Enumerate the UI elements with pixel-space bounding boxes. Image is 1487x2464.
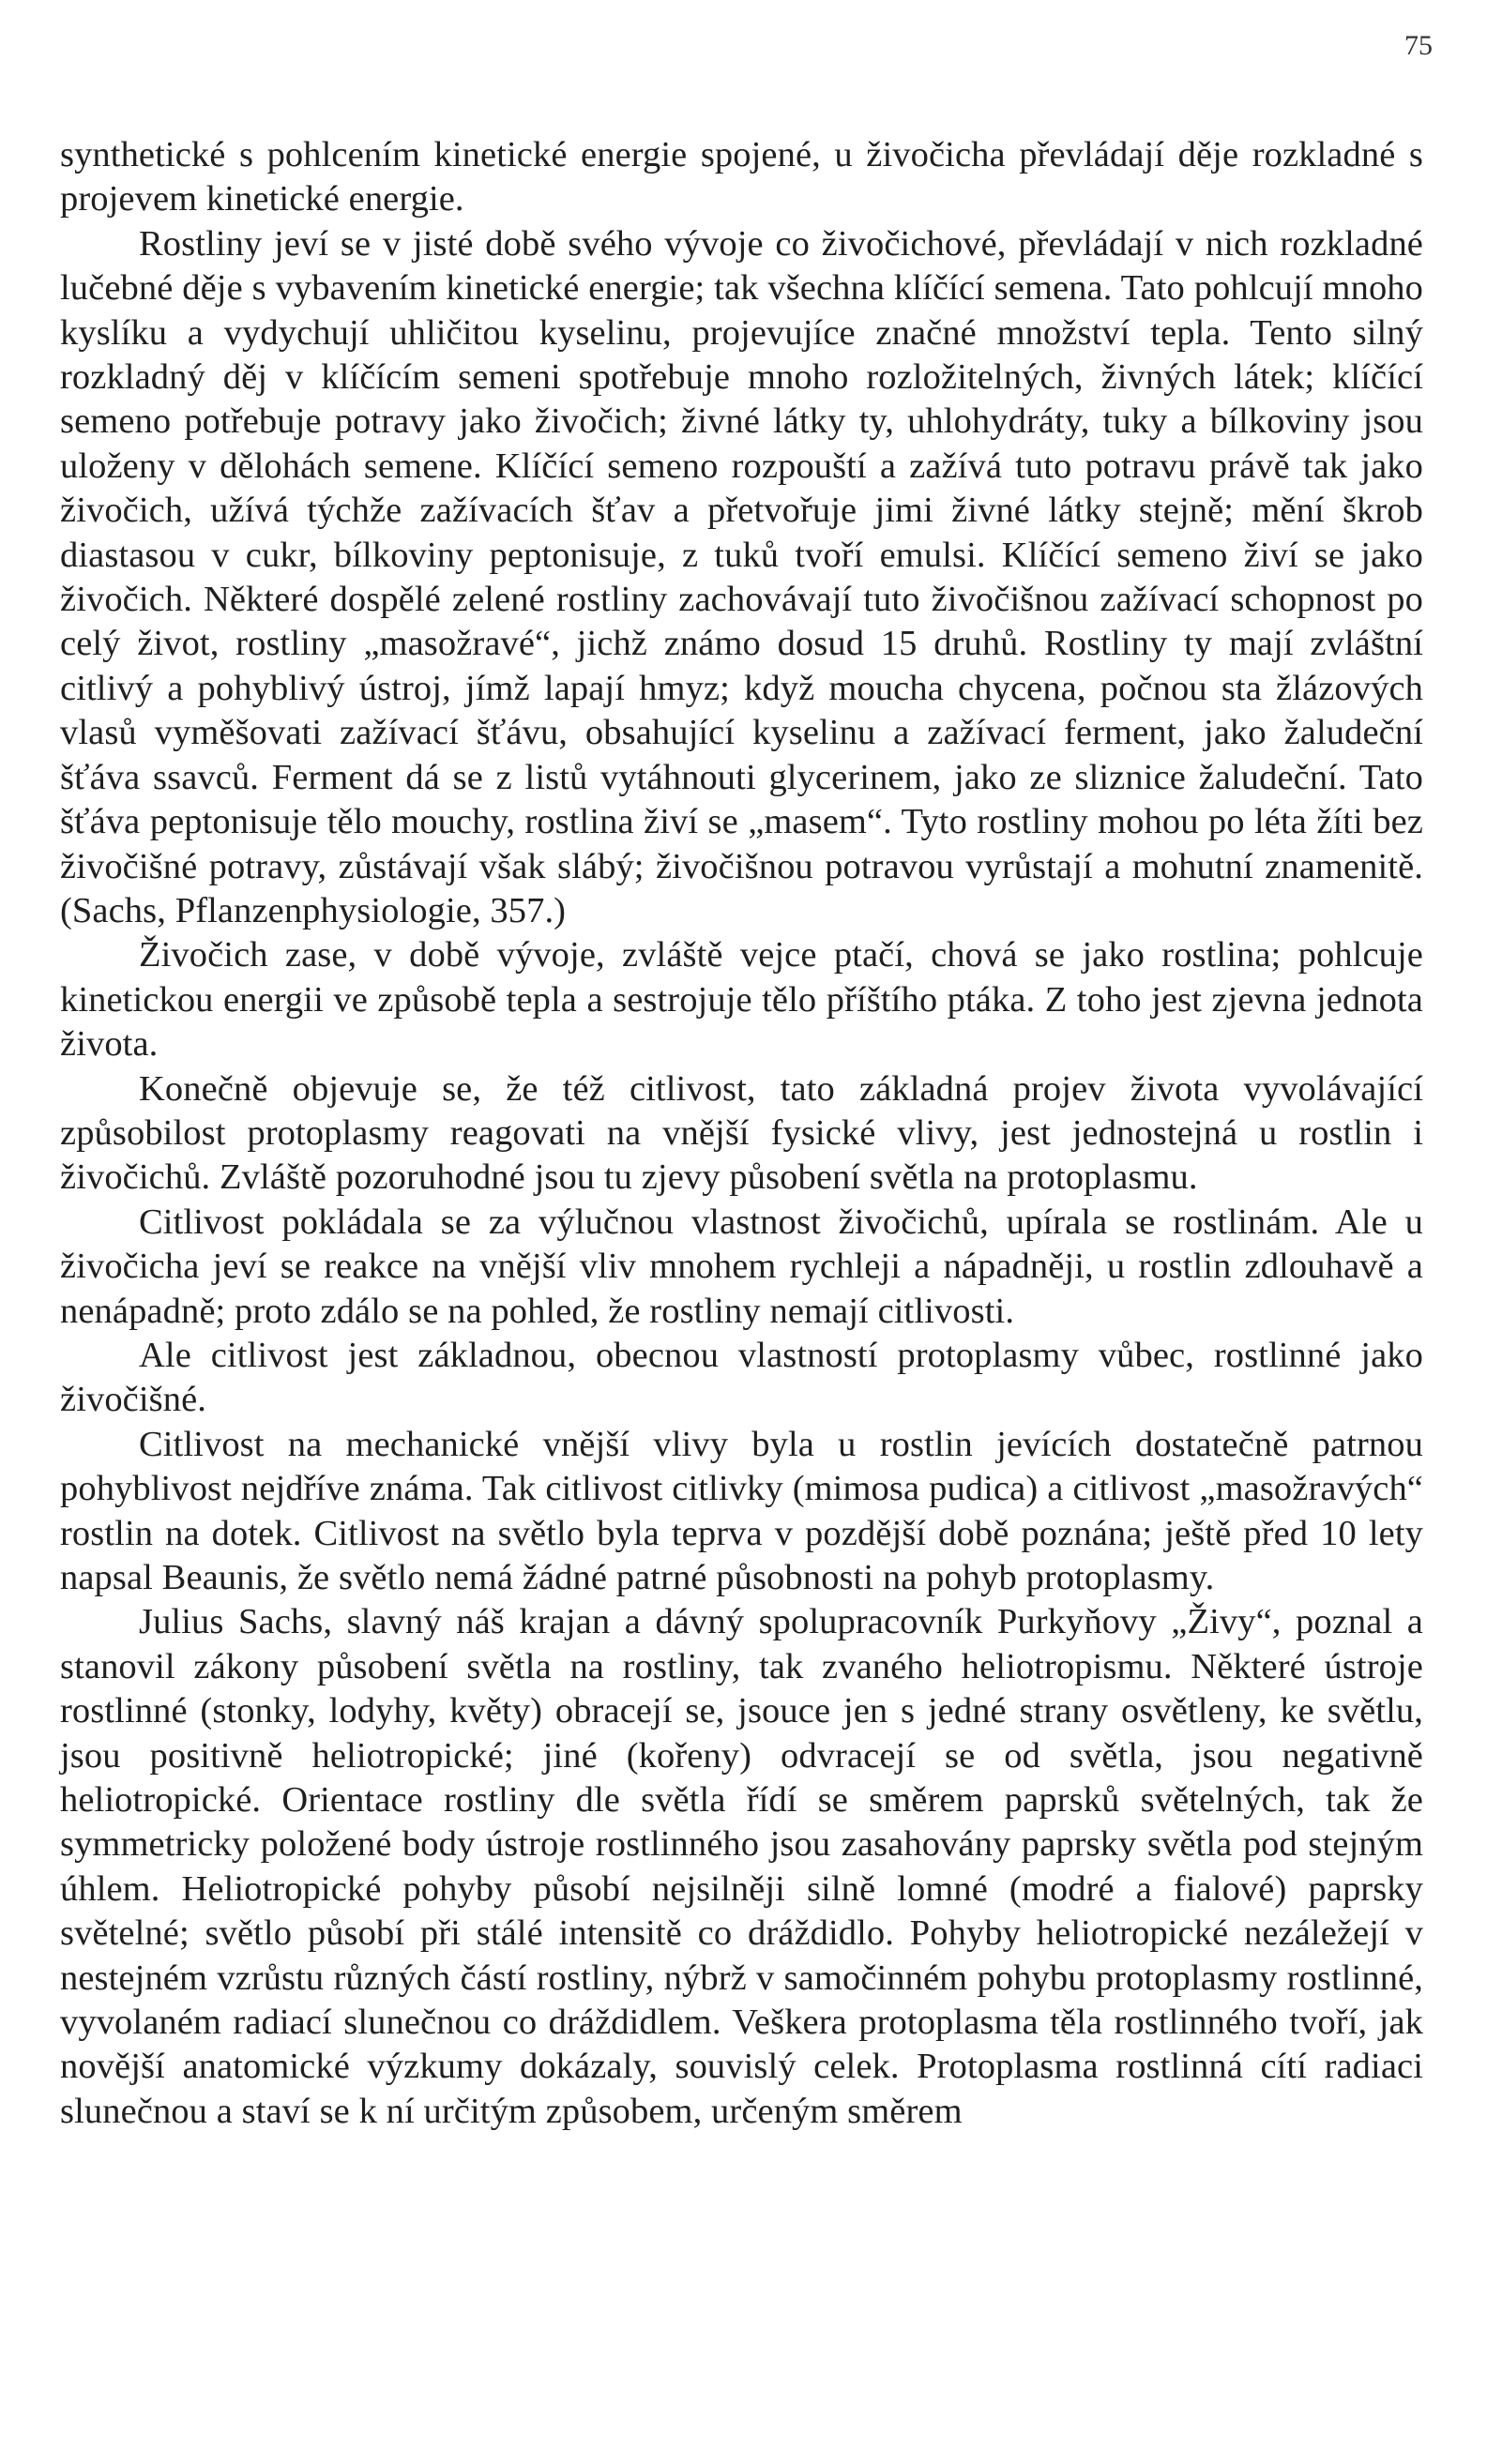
paragraph-5: Citlivost pokládala se za výlučnou vlastnost živočichů, upírala se rostlinám. Ale u živočicha jeví se reakce na vnější vliv mnohem rychleji a nápadněji, u rostlin zdlouhavě a nenápadně; proto zdálo se na pohled, že rostliny nemají citlivosti.: [60, 1202, 1423, 1331]
paragraph-4: Konečně objevuje se, že též citlivost, tato základná projev života vyvolávající způsobilost protoplasmy reagovati na vnější fysické vlivy, jest jednostejná u rostlin i živočichů. Zvláště pozoruhodné jsou tu zjevy působení světla na protoplasmu.: [60, 1068, 1423, 1198]
paragraph-3: Živočich zase, v době vývoje, zvláště vejce ptačí, chová se jako rostlina; pohlcuje kinetickou energii ve způsobě tepla a sestrojuje tělo příštího ptáka. Z toho jest zjevna jednota života.: [60, 935, 1423, 1065]
paragraph-1: synthetické s pohlcením kinetické energie spojené, u živočicha převládají děje rozkladné s projevem kinetické energie.: [60, 135, 1423, 219]
page-text: [60, 133, 1423, 2134]
paragraph-6: Ale citlivost jest základnou, obecnou vlastností protoplasmy vůbec, rostlinné jako živočišné.: [60, 1335, 1423, 1420]
paragraph-7: Citlivost na mechanické vnější vlivy byla u rostlin jevících dostatečně patrnou pohyblivost nejdříve známa. Tak citlivost citlivky (mimosa pudica) a citlivost „masožravých“ rostlin na dotek. Citlivost na světlo byla teprva v pozdější době poznána; ještě před 10 lety napsal Beaunis, že světlo nemá žádné patrné působnosti na pohyb protoplasmy.: [60, 1424, 1423, 1597]
paragraph-2: Rostliny jeví se v jisté době svého vývoje co živočichové, převládají v nich rozkladné lučebné děje s vybavením kinetické energie; tak všechna klíčící semena. Tato pohlcují mnoho kyslíku a vydychují uhličitou kyselinu, projevujíce značné množství tepla. Tento silný rozkladný děj v klíčícím semeni spotřebuje mnoho rozložitelných, živných látek; klíčící semeno potřebuje potravy jako živočich; živné látky ty, uhlohydráty, tuky a bílkoviny jsou uloženy v dělohách semene. Klíčící semeno rozpouští a zažívá tuto potravu právě tak jako živočich, užívá týchže zažívacích šťav a přetvořuje jimi živné látky stejně; mění škrob diastasou v cukr, bílkoviny peptonisuje, z tuků tvoří emulsi. Klíčící semeno živí se jako živočich. Některé dospělé zelené rostliny zachovávají tuto živočišnou zažívací schopnost po celý život, rostliny „masožravé“, jichž známo dosud 15 druhů. Rostliny ty mají zvláštní citlivý a pohyblivý ústroj, jímž lapají hmyz; když moucha chycena, počnou sta žlázových vlasů vyměšovati zažívací šťávu, obsahující kyselinu a zažívací ferment, jako žaludeční šťáva ssavců. Ferment dá se z listů vytáhnouti glycerinem, jako ze sliznice žaludeční. Tato šťáva peptonisuje tělo mouchy, rostlina živí se „masem“. Tyto rostliny mohou po léta žíti bez živočišné potravy, zůstávají však slábý; živočišnou potravou vyrůstají a mohutní znamenitě. (Sachs, Pflanzenphysiologie, 357.): [60, 223, 1423, 930]
paragraph-8: Julius Sachs, slavný náš krajan a dávný spolupracovník Purkyňovy „Živy“, poznal a stanovil zákony působení světla na rostliny, tak zvaného heliotropismu. Některé ústroje rostlinné (stonky, lodyhy, květy) obracejí se, jsouce jen s jedné strany osvětleny, ke světlu, jsou positivně heliotropické; jiné (kořeny) odvracejí se od světla, jsou negativně heliotropické. Orientace rostliny dle světla řídí se směrem paprsků světelných, tak že symmetricky položené body ústroje rostlinného jsou zasahovány paprsky světla pod stejným úhlem. Heliotropické pohyby působí nejsilněji silně lomné (modré a fialové) paprsky světelné; světlo působí při stálé intensitě co dráždidlo. Pohyby heliotropické nezáležejí v nestejném vzrůstu různých částí rostliny, nýbrž v samočinném pohybu protoplasmy rostlinné, vyvolaném radiací slunečnou co dráždidlem. Veškera protoplasma těla rostlinného tvoří, jak novější anatomické výzkumy dokázaly, souvislý celek. Protoplasma rostlinná cítí radiaci slunečnou a staví se k ní určitým způsobem, určeným směrem: [60, 1602, 1423, 2131]
page-number: 75: [1404, 30, 1433, 61]
